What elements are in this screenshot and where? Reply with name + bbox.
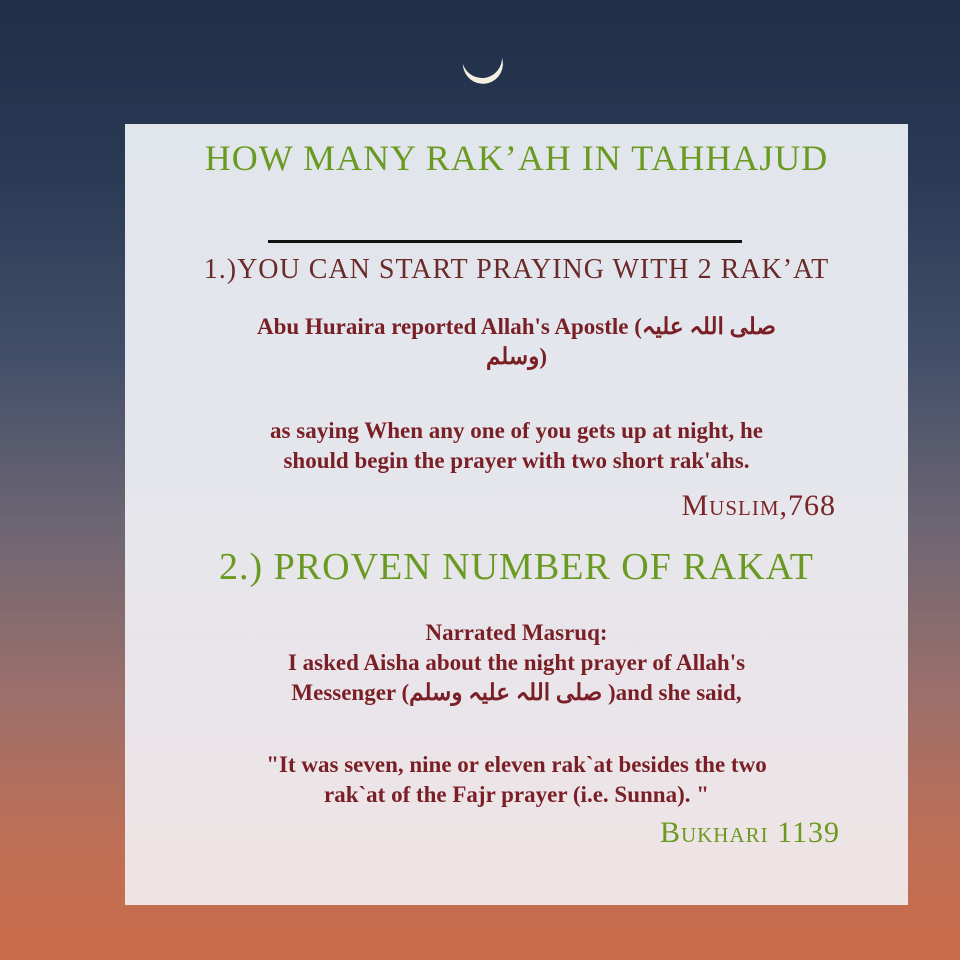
- page-title: HOW MANY RAK’AH IN TAHHAJUD: [204, 138, 829, 178]
- section1-quote: [165, 416, 868, 476]
- section1-narration: [165, 312, 868, 372]
- section1-quote-line1: as saying When any one of you gets up at night, he: [270, 418, 763, 443]
- section1-reference: Muslim,768: [681, 489, 836, 522]
- section2-narration-line2: I asked Aisha about the night prayer of Allah's: [287, 650, 746, 675]
- title-divider: [268, 240, 742, 243]
- section2-heading: 2.) PROVEN NUMBER OF RAKAT: [219, 546, 814, 588]
- section2-quote: [165, 750, 868, 810]
- section1-narration-line1: Abu Huraira reported Allah's Apostle (صلی اللہ علیہ: [257, 314, 776, 339]
- section2-narration: [165, 618, 868, 708]
- section2-quote-line2: rak`at of the Fajr prayer (i.e. Sunna). ": [324, 782, 709, 807]
- section2-narration-line3: Messenger (صلی اللہ علیہ وسلم )and she said,: [291, 680, 742, 705]
- section2-narration-line1: Narrated Masruq:: [425, 620, 608, 645]
- crescent-moon-icon: [454, 30, 510, 86]
- content-card: [125, 124, 908, 905]
- section2-quote-line1: "It was seven, nine or eleven rak`at besides the two: [266, 752, 767, 777]
- section1-quote-line2: should begin the prayer with two short rak'ahs.: [283, 448, 750, 473]
- section1-narration-line2: وسلم): [486, 344, 547, 369]
- section1-heading: 1.)YOU CAN START PRAYING WITH 2 RAK’AT: [203, 254, 830, 285]
- section2-reference: Bukhari 1139: [659, 816, 840, 849]
